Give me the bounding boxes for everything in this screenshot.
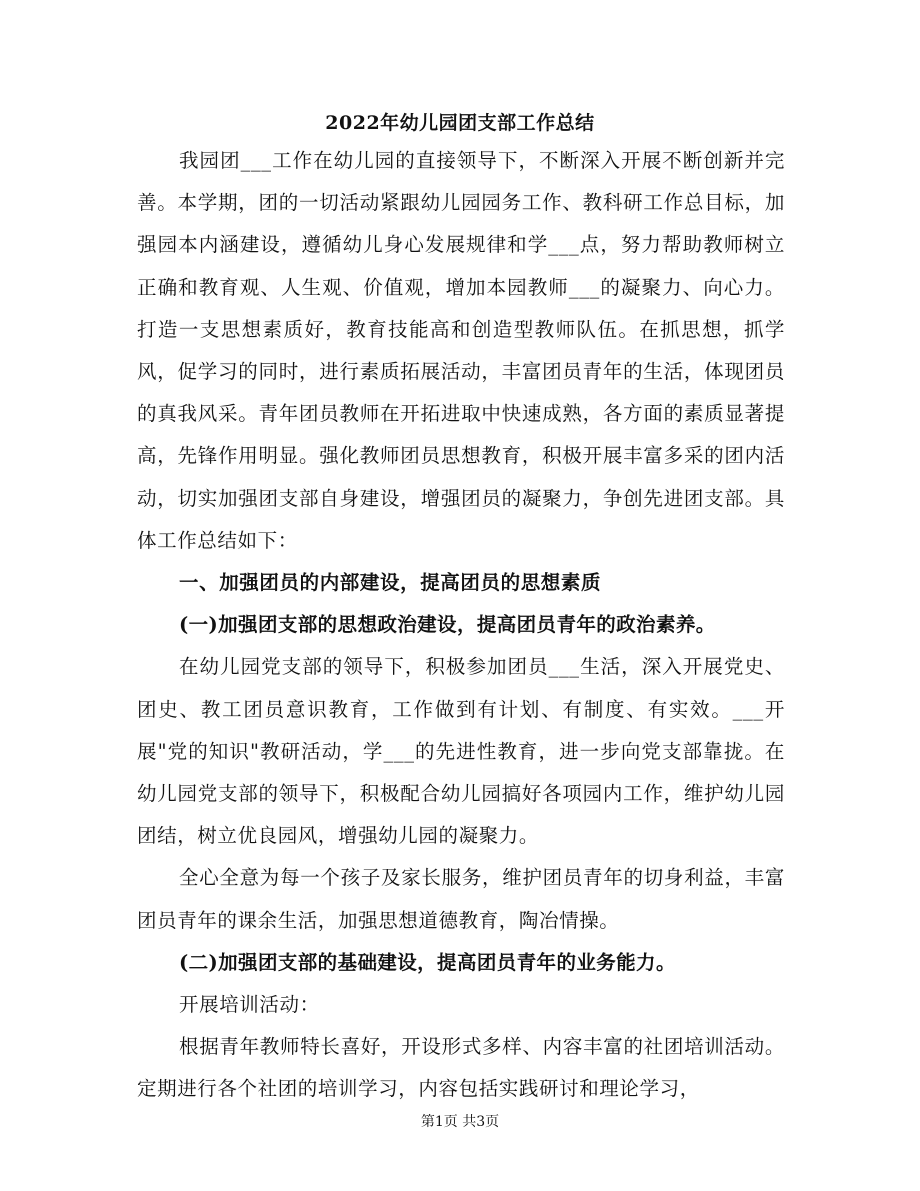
body-paragraph-training-label: 开展培训活动：	[179, 993, 320, 1017]
page-number-footer: 第1页 共3页	[420, 1114, 500, 1130]
subsection-heading-2: (二)加强团支部的基础建设，提高团员青年的业务能力。	[179, 950, 676, 974]
section-heading-1: 一、加强团员的内部建设，提高团员的思想素质	[179, 571, 602, 595]
document-title: 2022年幼儿园团支部工作总结	[325, 112, 595, 134]
subsection-heading-1: (一)加强团支部的思想政治建设，提高团员青年的政治素养。	[179, 613, 716, 637]
body-paragraph-service: 全心全意为每一个孩子及家长服务，维护团员青年的切身利益，丰富团员青年的课余生活，加强思想道德教育，陶冶情操。	[137, 866, 785, 932]
body-paragraph-party-branch: 在幼儿园党支部的领导下，积极参加团员___生活，深入开展党史、团史、教工团员意识教育，工作做到有计划、有制度、有实效。___开展"党的知识"教研活动，学___的先进性教育，进一步向党支部靠拢。在幼儿园党支部的领导下，积极配合幼儿园搞好各项园内工作，维护幼儿园团结，树立优良园风，增强幼儿园的凝聚力。	[137, 655, 785, 848]
document-body	[137, 140, 785, 1111]
intro-paragraph: 我园团___工作在幼儿园的直接领导下，不断深入开展不断创新并完善。本学期，团的一切活动紧跟幼儿园园务工作、教科研工作总目标，加强园本内涵建设，遵循幼儿身心发展规律和学___点，努力帮助教师树立正确和教育观、人生观、价值观，增加本园教师___的凝聚力、向心力。打造一支思想素质好，教育技能高和创造型教师队伍。在抓思想，抓学风，促学习的同时，进行素质拓展活动，丰富团员青年的生活，体现团员的真我风采。青年团员教师在开拓进取中快速成熟，各方面的素质显著提高，先锋作用明显。强化教师团员思想教育，积极开展丰富多采的团内活动，切实加强团支部自身建设，增强团员的凝聚力，争创先进团支部。具体工作总结如下：	[137, 149, 785, 552]
body-paragraph-training: 根据青年教师特长喜好，开设形式多样、内容丰富的社团培训活动。定期进行各个社团的培训学习，内容包括实践研讨和理论学习，	[137, 1035, 785, 1101]
